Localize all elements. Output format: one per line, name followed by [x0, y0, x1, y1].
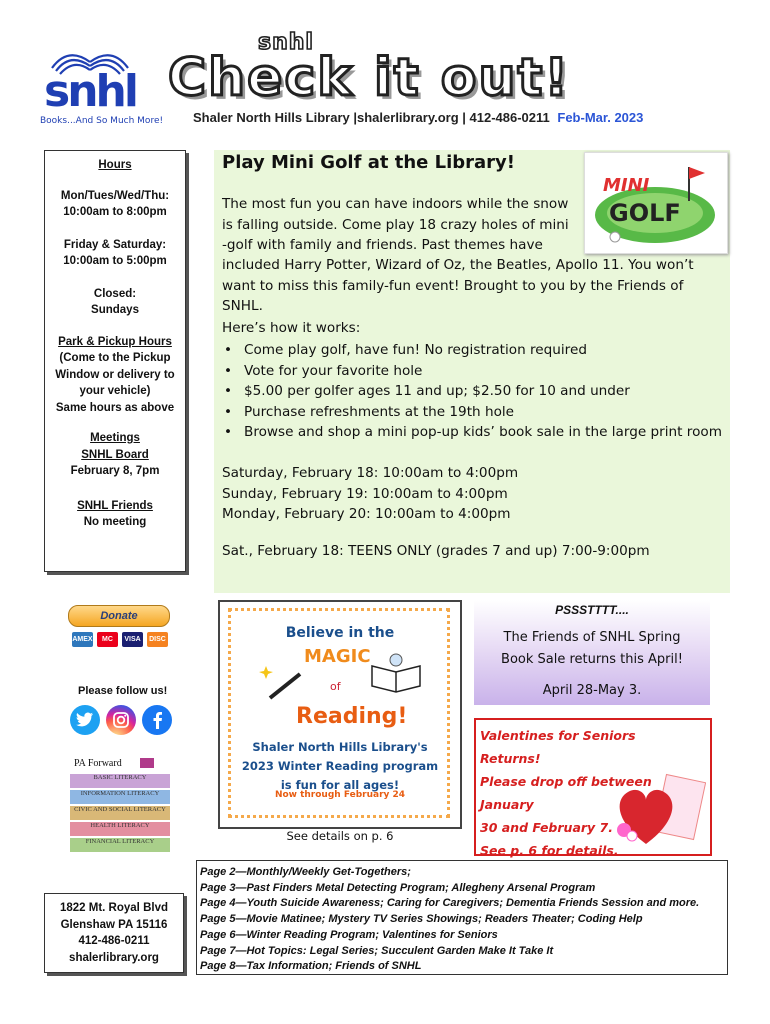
val-line: See p. 6 for details. [480, 843, 619, 858]
newsletter-title: Check it out! [168, 48, 571, 108]
contents-list [200, 865, 699, 975]
literacy-level: FINANCIAL LITERACY [70, 838, 170, 852]
open-book-icon [368, 652, 424, 702]
list-item: • $5.00 per golfer ages 11 and up; $2.50 for 10 and under [244, 381, 749, 402]
pa-forward-star-icon [140, 758, 154, 768]
payment-cards [72, 632, 168, 648]
board-date: February 8, 7pm [70, 465, 160, 477]
closed-days: Sundays [91, 304, 139, 316]
literacy-level: CIVIC AND SOCIAL LITERACY [70, 806, 170, 820]
val-line: Please drop off between January [480, 774, 652, 812]
how-it-works-list [222, 340, 749, 443]
list-item: • Vote for your favorite hole [244, 361, 749, 382]
donate-button[interactable]: Donate [68, 605, 170, 627]
logo-tagline: Books...And So Much More! [40, 116, 164, 126]
sale-dates: April 28-May 3. [542, 683, 642, 698]
contact-line: Shaler North Hills Library |shalerlibrary.org | 412-486-0211 [193, 110, 550, 125]
how-it-works-heading: Here’s how it works: [222, 320, 361, 336]
flyer-reading: Reading! [296, 704, 408, 729]
teens-only-date: Sat., February 18: TEENS ONLY (grades 7 and up) 7:00-9:00pm [222, 543, 650, 559]
hours-heading: Hours [98, 159, 132, 171]
discover-card-icon: DISC [147, 632, 168, 647]
pssst-heading: PSSSTTTT.... [555, 603, 629, 617]
val-line: 30 and February 7. [480, 820, 613, 835]
list-item: • Browse and shop a mini pop-up kids’ book sale in the large print room [244, 422, 749, 443]
mini-golf-dates [222, 463, 518, 525]
list-item: • Come play golf, have fun! No registration required [244, 340, 749, 361]
contents-item: Page 8—Tax Information; Friends of SNHL [200, 960, 422, 973]
mini-word: MINI [603, 175, 650, 196]
valentine-heart-icon [610, 770, 706, 850]
follow-us-label: Please follow us! [78, 685, 168, 697]
contents-item: Page 5—Movie Matinee; Mystery TV Series Showings; Readers Theater; Coding Help [200, 913, 643, 926]
masthead-snhl: snhl [258, 30, 314, 55]
weekday-days: Mon/Tues/Wed/Thu: [60, 189, 170, 202]
intro-line: -golf with family and friends. Past themes have [222, 237, 543, 253]
flyer-of: of [330, 680, 341, 693]
flyer-believe: Believe in the [285, 625, 395, 641]
pa-forward-title: PA Forward [74, 758, 122, 769]
intro-line: The most fun you can have indoors while the snow [222, 196, 569, 212]
flyer-description [218, 738, 462, 795]
contents-item: Page 2—Monthly/Weekly Get-Togethers; [200, 866, 411, 878]
twitter-icon[interactable] [70, 705, 100, 735]
event-date: Monday, February 20: 10:00am to 4:00pm [222, 506, 511, 522]
list-item: • Purchase refreshments at the 19th hole [244, 402, 749, 423]
city-address: Glenshaw PA 15116 [60, 918, 168, 931]
amex-card-icon: AMEX [72, 632, 93, 647]
instagram-icon[interactable] [106, 705, 136, 735]
social-links [70, 705, 172, 735]
masthead-tagline [193, 110, 643, 125]
flyer-line: Shaler North Hills Library's [252, 740, 428, 754]
mini-golf-intro [222, 194, 582, 256]
hours-box [44, 150, 186, 572]
logo-wordmark: snhl [44, 66, 136, 117]
flyer-magic: MAGIC [304, 646, 371, 667]
flyer-line: 2023 Winter Reading program [241, 759, 439, 773]
sale-line: Book Sale returns this April! [501, 652, 683, 667]
see-details-note: See details on p. 6 [286, 829, 394, 843]
contents-item: Page 3—Past Finders Metal Detecting Program; Allegheny Arsenal Program [200, 881, 596, 894]
pa-forward-badge [70, 758, 170, 858]
phone-number: 412-486-0211 [78, 935, 150, 947]
mastercard-icon: MC [97, 632, 118, 647]
friends-status: No meeting [83, 516, 147, 528]
website: shalerlibrary.org [69, 951, 159, 964]
park-line: Window or delivery to [55, 368, 175, 381]
issue-date: Feb-Mar. 2023 [557, 110, 644, 125]
contents-item: Page 4—Youth Suicide Awareness; Caring for Caregivers; Dementia Friends Session and more. [200, 897, 700, 910]
park-line: your vehicle) [79, 385, 151, 397]
mini-golf-logo [584, 152, 728, 254]
mini-golf-title: Play Mini Golf at the Library! [222, 152, 515, 173]
event-date: Saturday, February 18: 10:00am to 4:00pm [222, 465, 519, 481]
literacy-level: BASIC LITERACY [70, 774, 170, 788]
intro-line: is falling outside. Come play 18 crazy holes of mini [222, 216, 569, 233]
sale-line: The Friends of SNHL Spring [503, 630, 681, 645]
closed-label: Closed: [93, 287, 137, 300]
flyer-line: is fun for all ages! [280, 778, 400, 792]
facebook-icon[interactable] [142, 705, 172, 735]
meetings-heading: Meetings [90, 432, 140, 444]
contents-item: Page 6—Winter Reading Program; Valentines for Seniors [200, 928, 498, 941]
board-heading: SNHL Board [81, 448, 149, 461]
park-line: Same hours as above [55, 401, 175, 414]
event-date: Sunday, February 19: 10:00am to 4:00pm [222, 485, 508, 502]
park-pickup-heading: Park & Pickup Hours [58, 335, 172, 348]
weekend-days: Friday & Saturday: [63, 238, 167, 251]
literacy-level: INFORMATION LITERACY [70, 790, 170, 804]
weekend-time: 10:00am to 5:00pm [63, 255, 167, 267]
visa-card-icon: VISA [122, 632, 143, 647]
street-address: 1822 Mt. Royal Blvd [59, 902, 168, 914]
address-box [44, 893, 184, 973]
friends-heading: SNHL Friends [77, 499, 153, 512]
contents-item: Page 7—Hot Topics: Legal Series; Succulent Garden Make It Take It [200, 944, 554, 957]
flyer-deadline: Now through February 24 [274, 790, 406, 800]
park-line: (Come to the Pickup [59, 352, 171, 364]
golf-word: GOLF [609, 199, 681, 227]
mini-golf-description: included Harry Potter, Wizard of Oz, the Beatles, Apollo 11. You won’t want to miss this family-fun event! Brought to you by the Friends of SNHL. [222, 257, 694, 314]
weekday-time: 10:00am to 8:00pm [63, 206, 167, 218]
literacy-level: HEALTH LITERACY [70, 822, 170, 836]
val-line: Valentines for Seniors Returns! [480, 728, 636, 766]
magic-wand-icon [256, 662, 316, 702]
